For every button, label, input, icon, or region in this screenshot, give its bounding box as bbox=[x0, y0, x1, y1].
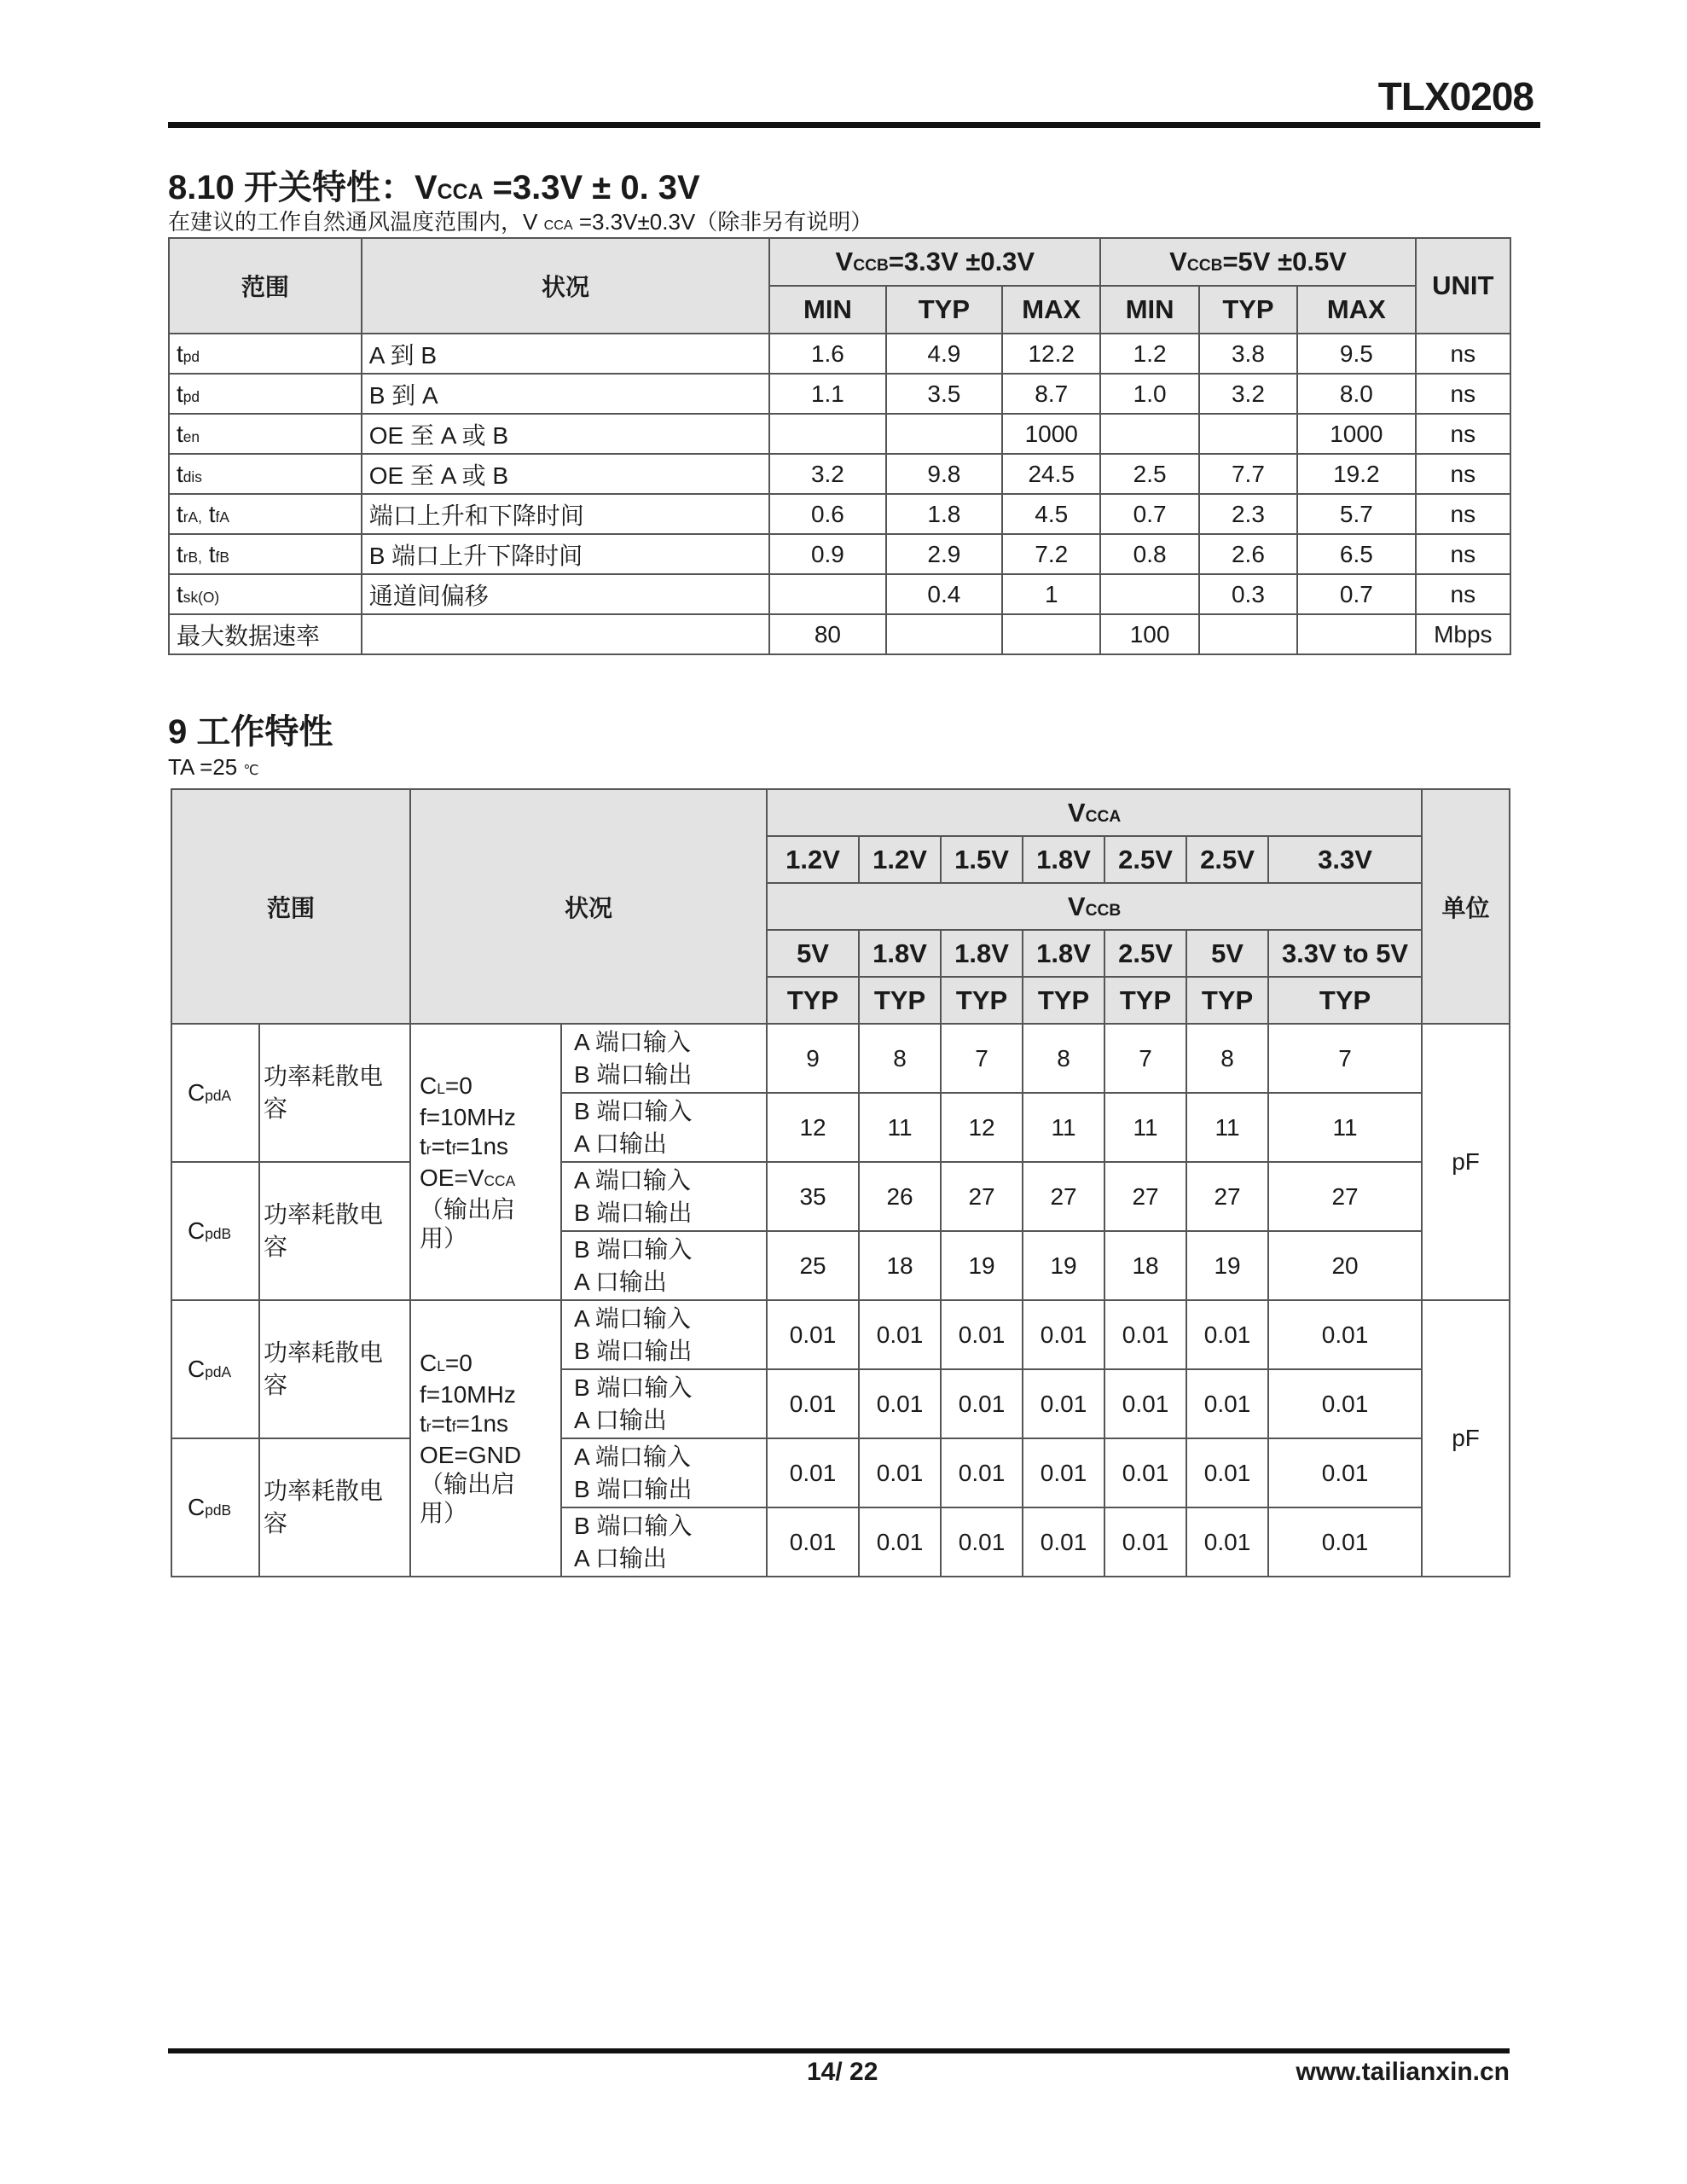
value-cell: 0.01 bbox=[1023, 1438, 1104, 1507]
table-row bbox=[171, 1300, 1510, 1369]
value-cell: 8.0 bbox=[1297, 374, 1415, 414]
section-8-10-title: 8.10 开关特性：VCCA =3.3V ± 0. 3V bbox=[168, 169, 700, 206]
header-max: MAX bbox=[1297, 286, 1415, 334]
value-cell: 11 bbox=[1186, 1093, 1268, 1162]
value-cell: 9 bbox=[767, 1024, 859, 1093]
direction-cell: B 端口输入 A 口输出 bbox=[561, 1231, 767, 1300]
switching-characteristics-table bbox=[168, 237, 1511, 655]
value-cell: 0.01 bbox=[767, 1438, 859, 1507]
value-cell: 0.01 bbox=[1023, 1369, 1104, 1438]
value-cell: 11 bbox=[1023, 1093, 1104, 1162]
value-cell: 26 bbox=[859, 1162, 941, 1231]
value-cell: 0.01 bbox=[941, 1507, 1023, 1577]
value-cell: 0.01 bbox=[767, 1369, 859, 1438]
description-cell: 功率耗散电 容 bbox=[259, 1024, 410, 1162]
table-row bbox=[169, 414, 1510, 454]
param-cell: tsk(O) bbox=[169, 574, 362, 614]
value-cell: 27 bbox=[1186, 1162, 1268, 1231]
header-min: MIN bbox=[769, 286, 885, 334]
condition-cell: B 端口上升下降时间 bbox=[362, 534, 770, 574]
table-row bbox=[169, 614, 1510, 654]
value-cell: 0.01 bbox=[1268, 1438, 1422, 1507]
header-typ: TYP bbox=[1199, 286, 1297, 334]
value-cell bbox=[1100, 414, 1198, 454]
symbol-cell: CpdB bbox=[171, 1162, 259, 1300]
value-cell: 0.8 bbox=[1100, 534, 1198, 574]
value-cell: 2.5 bbox=[1100, 454, 1198, 494]
vccb-value: 5V bbox=[767, 930, 859, 977]
param-cell: tdis bbox=[169, 454, 362, 494]
header-typ: TYP bbox=[1268, 977, 1422, 1024]
header-vcca: VCCA bbox=[767, 789, 1422, 836]
table-row bbox=[169, 454, 1510, 494]
section-9-title: 9 工作特性 bbox=[168, 713, 333, 751]
header-typ: TYP bbox=[886, 286, 1002, 334]
vcca-value: 1.2V bbox=[767, 836, 859, 883]
test-condition-cell: CL=0 f=10MHz tr=tf=1ns OE=GND （输出启 用） bbox=[410, 1300, 561, 1577]
param-cell: 最大数据速率 bbox=[169, 614, 362, 654]
value-cell: 0.7 bbox=[1100, 494, 1198, 534]
value-cell: 100 bbox=[1100, 614, 1198, 654]
symbol-cell: CpdA bbox=[171, 1300, 259, 1438]
value-cell: 19 bbox=[1186, 1231, 1268, 1300]
header-unit: UNIT bbox=[1416, 238, 1510, 334]
value-cell: 0.3 bbox=[1199, 574, 1297, 614]
condition-cell: 通道间偏移 bbox=[362, 574, 770, 614]
value-cell bbox=[1199, 614, 1297, 654]
unit-cell: ns bbox=[1416, 454, 1510, 494]
vcca-value: 1.2V bbox=[859, 836, 941, 883]
value-cell: 1.2 bbox=[1100, 334, 1198, 374]
value-cell: 0.01 bbox=[1104, 1507, 1186, 1577]
header-min: MIN bbox=[1100, 286, 1198, 334]
value-cell: 0.01 bbox=[859, 1369, 941, 1438]
value-cell: 4.5 bbox=[1002, 494, 1100, 534]
header-typ: TYP bbox=[941, 977, 1023, 1024]
vcca-value: 3.3V bbox=[1268, 836, 1422, 883]
table-row bbox=[171, 1438, 1510, 1507]
vccb-value: 1.8V bbox=[859, 930, 941, 977]
unit-cell: ns bbox=[1416, 414, 1510, 454]
direction-cell: A 端口输入 B 端口输出 bbox=[561, 1024, 767, 1093]
value-cell: 11 bbox=[1268, 1093, 1422, 1162]
param-cell: trA, tfA bbox=[169, 494, 362, 534]
vccb-value: 1.8V bbox=[941, 930, 1023, 977]
value-cell: 4.9 bbox=[886, 334, 1002, 374]
header-typ: TYP bbox=[1186, 977, 1268, 1024]
condition-cell: B 到 A bbox=[362, 374, 770, 414]
value-cell: 7 bbox=[1268, 1024, 1422, 1093]
value-cell: 0.01 bbox=[941, 1369, 1023, 1438]
table-row bbox=[171, 1162, 1510, 1231]
header-vccb-5v: VCCB=5V ±0.5V bbox=[1100, 238, 1415, 286]
header-condition: 状况 bbox=[410, 789, 767, 1024]
value-cell: 35 bbox=[767, 1162, 859, 1231]
value-cell: 18 bbox=[1104, 1231, 1186, 1300]
value-cell bbox=[886, 414, 1002, 454]
header-rule bbox=[168, 122, 1540, 128]
value-cell: 0.01 bbox=[1104, 1438, 1186, 1507]
value-cell: 1.1 bbox=[769, 374, 885, 414]
value-cell: 12 bbox=[767, 1093, 859, 1162]
description-cell: 功率耗散电 容 bbox=[259, 1300, 410, 1438]
value-cell: 0.01 bbox=[1268, 1300, 1422, 1369]
value-cell: 0.01 bbox=[1023, 1507, 1104, 1577]
description-cell: 功率耗散电 容 bbox=[259, 1162, 410, 1300]
table-row bbox=[169, 534, 1510, 574]
value-cell: 2.9 bbox=[886, 534, 1002, 574]
direction-cell: A 端口输入 B 端口输出 bbox=[561, 1162, 767, 1231]
direction-cell: B 端口输入 A 口输出 bbox=[561, 1369, 767, 1438]
direction-cell: A 端口输入 B 端口输出 bbox=[561, 1438, 767, 1507]
value-cell: 0.01 bbox=[1104, 1369, 1186, 1438]
value-cell: 3.2 bbox=[769, 454, 885, 494]
direction-cell: B 端口输入 A 口输出 bbox=[561, 1093, 767, 1162]
value-cell: 80 bbox=[769, 614, 885, 654]
test-condition-cell: CL=0 f=10MHz tr=tf=1ns OE=VCCA （输出启 用） bbox=[410, 1024, 561, 1300]
header-range: 范围 bbox=[169, 238, 362, 334]
condition-cell: A 到 B bbox=[362, 334, 770, 374]
value-cell bbox=[886, 614, 1002, 654]
value-cell: 6.5 bbox=[1297, 534, 1415, 574]
vcca-value: 2.5V bbox=[1186, 836, 1268, 883]
value-cell: 0.01 bbox=[859, 1507, 941, 1577]
value-cell: 1 bbox=[1002, 574, 1100, 614]
document-title: TLX0208 bbox=[1377, 74, 1533, 119]
unit-cell: pF bbox=[1422, 1300, 1510, 1577]
table-row bbox=[169, 574, 1510, 614]
param-cell: ten bbox=[169, 414, 362, 454]
footer-rule bbox=[168, 2048, 1510, 2053]
value-cell: 0.01 bbox=[1268, 1369, 1422, 1438]
unit-cell: ns bbox=[1416, 334, 1510, 374]
value-cell: 27 bbox=[1104, 1162, 1186, 1231]
value-cell: 7 bbox=[941, 1024, 1023, 1093]
vccb-value: 3.3V to 5V bbox=[1268, 930, 1422, 977]
value-cell: 19 bbox=[1023, 1231, 1104, 1300]
header-vccb: VCCB bbox=[767, 883, 1422, 930]
unit-cell: pF bbox=[1422, 1024, 1510, 1300]
operating-characteristics-table bbox=[171, 788, 1510, 1577]
symbol-cell: CpdB bbox=[171, 1438, 259, 1577]
value-cell: 0.7 bbox=[1297, 574, 1415, 614]
value-cell: 1000 bbox=[1297, 414, 1415, 454]
param-cell: tpd bbox=[169, 374, 362, 414]
vcca-value: 1.8V bbox=[1023, 836, 1104, 883]
value-cell: 19.2 bbox=[1297, 454, 1415, 494]
value-cell: 27 bbox=[941, 1162, 1023, 1231]
value-cell: 19 bbox=[941, 1231, 1023, 1300]
table-row bbox=[171, 1024, 1510, 1093]
value-cell bbox=[769, 574, 885, 614]
value-cell: 0.4 bbox=[886, 574, 1002, 614]
table-row bbox=[169, 494, 1510, 534]
header-range: 范围 bbox=[171, 789, 410, 1024]
value-cell bbox=[1297, 614, 1415, 654]
value-cell: 25 bbox=[767, 1231, 859, 1300]
value-cell bbox=[1002, 614, 1100, 654]
value-cell: 11 bbox=[1104, 1093, 1186, 1162]
header-unit: 单位 bbox=[1422, 789, 1510, 1024]
value-cell: 12 bbox=[941, 1093, 1023, 1162]
section-8-10-subtitle: 在建议的工作自然通风温度范围内，V CCA =3.3V±0.3V（除非另有说明） bbox=[168, 209, 873, 235]
value-cell: 8 bbox=[1023, 1024, 1104, 1093]
header-typ: TYP bbox=[1023, 977, 1104, 1024]
value-cell: 7.7 bbox=[1199, 454, 1297, 494]
param-cell: tpd bbox=[169, 334, 362, 374]
vcca-value: 1.5V bbox=[941, 836, 1023, 883]
description-cell: 功率耗散电 容 bbox=[259, 1438, 410, 1577]
condition-cell: 端口上升和下降时间 bbox=[362, 494, 770, 534]
value-cell: 0.01 bbox=[859, 1438, 941, 1507]
vccb-value: 1.8V bbox=[1023, 930, 1104, 977]
value-cell: 0.01 bbox=[1186, 1438, 1268, 1507]
header-typ: TYP bbox=[1104, 977, 1186, 1024]
value-cell: 0.01 bbox=[1023, 1300, 1104, 1369]
value-cell: 1.0 bbox=[1100, 374, 1198, 414]
value-cell: 9.5 bbox=[1297, 334, 1415, 374]
page-number: 14/ 22 bbox=[807, 2058, 878, 2086]
unit-cell: ns bbox=[1416, 494, 1510, 534]
value-cell: 7 bbox=[1104, 1024, 1186, 1093]
value-cell: 20 bbox=[1268, 1231, 1422, 1300]
param-cell: trB, tfB bbox=[169, 534, 362, 574]
direction-cell: A 端口输入 B 端口输出 bbox=[561, 1300, 767, 1369]
value-cell: 1.8 bbox=[886, 494, 1002, 534]
value-cell: 8 bbox=[859, 1024, 941, 1093]
header-typ: TYP bbox=[767, 977, 859, 1024]
value-cell: 0.01 bbox=[859, 1300, 941, 1369]
value-cell bbox=[1100, 574, 1198, 614]
value-cell: 8.7 bbox=[1002, 374, 1100, 414]
condition-cell: OE 至 A 或 B bbox=[362, 414, 770, 454]
value-cell: 0.01 bbox=[1186, 1369, 1268, 1438]
direction-cell: B 端口输入 A 口输出 bbox=[561, 1507, 767, 1577]
value-cell: 1000 bbox=[1002, 414, 1100, 454]
unit-cell: ns bbox=[1416, 534, 1510, 574]
value-cell: 7.2 bbox=[1002, 534, 1100, 574]
header-vccb-3v3: VCCB=3.3V ±0.3V bbox=[769, 238, 1100, 286]
value-cell: 0.01 bbox=[1186, 1300, 1268, 1369]
header-max: MAX bbox=[1002, 286, 1100, 334]
value-cell: 1.6 bbox=[769, 334, 885, 374]
vccb-value: 2.5V bbox=[1104, 930, 1186, 977]
unit-cell: Mbps bbox=[1416, 614, 1510, 654]
condition-cell: OE 至 A 或 B bbox=[362, 454, 770, 494]
unit-cell: ns bbox=[1416, 374, 1510, 414]
symbol-cell: CpdA bbox=[171, 1024, 259, 1162]
value-cell: 11 bbox=[859, 1093, 941, 1162]
table-row bbox=[169, 334, 1510, 374]
value-cell bbox=[769, 414, 885, 454]
value-cell: 0.01 bbox=[767, 1300, 859, 1369]
header-condition: 状况 bbox=[362, 238, 770, 334]
table-row bbox=[169, 374, 1510, 414]
vcca-value: 2.5V bbox=[1104, 836, 1186, 883]
value-cell: 3.5 bbox=[886, 374, 1002, 414]
value-cell: 8 bbox=[1186, 1024, 1268, 1093]
header-typ: TYP bbox=[859, 977, 941, 1024]
value-cell: 0.01 bbox=[941, 1438, 1023, 1507]
value-cell: 0.01 bbox=[767, 1507, 859, 1577]
value-cell: 18 bbox=[859, 1231, 941, 1300]
unit-cell: ns bbox=[1416, 574, 1510, 614]
value-cell: 5.7 bbox=[1297, 494, 1415, 534]
value-cell: 9.8 bbox=[886, 454, 1002, 494]
value-cell: 0.01 bbox=[1268, 1507, 1422, 1577]
value-cell: 0.01 bbox=[1104, 1300, 1186, 1369]
condition-cell bbox=[362, 614, 770, 654]
value-cell: 0.9 bbox=[769, 534, 885, 574]
value-cell: 3.8 bbox=[1199, 334, 1297, 374]
value-cell: 0.01 bbox=[941, 1300, 1023, 1369]
value-cell bbox=[1199, 414, 1297, 454]
value-cell: 2.3 bbox=[1199, 494, 1297, 534]
section-9-ambient: TA =25 ℃ bbox=[168, 754, 259, 780]
value-cell: 12.2 bbox=[1002, 334, 1100, 374]
value-cell: 2.6 bbox=[1199, 534, 1297, 574]
vccb-value: 5V bbox=[1186, 930, 1268, 977]
value-cell: 27 bbox=[1023, 1162, 1104, 1231]
value-cell: 27 bbox=[1268, 1162, 1422, 1231]
value-cell: 24.5 bbox=[1002, 454, 1100, 494]
value-cell: 0.01 bbox=[1186, 1507, 1268, 1577]
website-link[interactable]: www.tailianxin.cn bbox=[1296, 2058, 1510, 2086]
value-cell: 3.2 bbox=[1199, 374, 1297, 414]
value-cell: 0.6 bbox=[769, 494, 885, 534]
